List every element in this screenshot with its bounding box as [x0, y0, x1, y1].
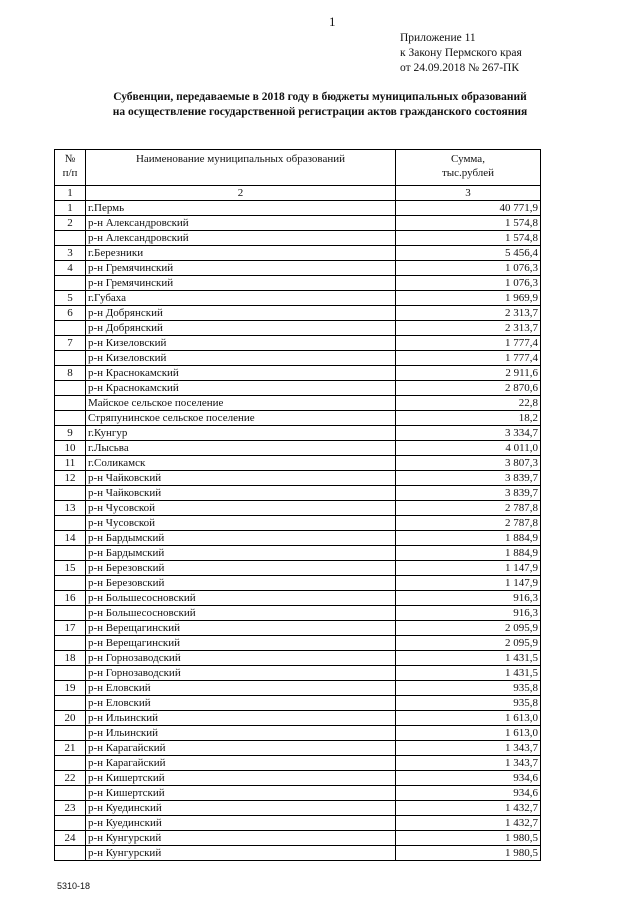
row-number	[55, 846, 86, 861]
row-name: р-н Кишертский	[86, 771, 396, 786]
table-row	[55, 771, 541, 786]
row-sum: 935,8	[396, 681, 541, 696]
table-row	[55, 381, 541, 396]
row-sum: 3 839,7	[396, 486, 541, 501]
table-row	[55, 786, 541, 801]
row-number: 6	[55, 306, 86, 321]
table-row	[55, 201, 541, 216]
header-num-line-2: п/п	[62, 167, 78, 179]
header-name: Наименование муниципальных образований	[86, 150, 396, 186]
row-name: Стряпунинское сельское поселение	[86, 411, 396, 426]
row-name: р-н Бардымский	[86, 531, 396, 546]
header-sum-line-2: тыс.рублей	[441, 167, 495, 179]
row-number	[55, 546, 86, 561]
table-row	[55, 636, 541, 651]
row-number: 10	[55, 441, 86, 456]
row-sum: 2 095,9	[396, 621, 541, 636]
row-name: р-н Александровский	[86, 216, 396, 231]
row-sum: 935,8	[396, 696, 541, 711]
table-row	[55, 321, 541, 336]
index-cell-2: 2	[86, 186, 396, 201]
table-row	[55, 651, 541, 666]
table-row	[55, 546, 541, 561]
table-row	[55, 366, 541, 381]
row-name: р-н Чайковский	[86, 471, 396, 486]
row-sum: 2 095,9	[396, 636, 541, 651]
row-name: р-н Карагайский	[86, 741, 396, 756]
table-row	[55, 291, 541, 306]
table-row	[55, 846, 541, 861]
row-sum: 1 574,8	[396, 216, 541, 231]
row-sum: 2 911,6	[396, 366, 541, 381]
table-row	[55, 591, 541, 606]
row-name: р-н Гремячинский	[86, 276, 396, 291]
row-name: р-н Карагайский	[86, 756, 396, 771]
row-name: г.Кунгур	[86, 426, 396, 441]
row-sum: 1 343,7	[396, 756, 541, 771]
row-name: р-н Кунгурский	[86, 846, 396, 861]
row-name: р-н Березовский	[86, 561, 396, 576]
row-number	[55, 516, 86, 531]
row-sum: 1 431,5	[396, 651, 541, 666]
table-row	[55, 741, 541, 756]
table-row	[55, 726, 541, 741]
row-name: р-н Добрянский	[86, 306, 396, 321]
row-sum: 3 839,7	[396, 471, 541, 486]
table-row	[55, 711, 541, 726]
row-number	[55, 576, 86, 591]
row-sum: 1 574,8	[396, 231, 541, 246]
row-name: р-н Чайковский	[86, 486, 396, 501]
row-number: 5	[55, 291, 86, 306]
row-number: 16	[55, 591, 86, 606]
table-index-row	[55, 186, 541, 201]
row-sum: 4 011,0	[396, 441, 541, 456]
row-name: р-н Кунгурский	[86, 831, 396, 846]
row-number: 18	[55, 651, 86, 666]
row-name: р-н Краснокамский	[86, 381, 396, 396]
table-row	[55, 816, 541, 831]
row-name: р-н Чусовской	[86, 516, 396, 531]
row-sum: 3 807,3	[396, 456, 541, 471]
row-number: 4	[55, 261, 86, 276]
appendix-block	[400, 31, 522, 76]
row-number	[55, 786, 86, 801]
table-row	[55, 606, 541, 621]
row-sum: 1 076,3	[396, 276, 541, 291]
row-name: р-н Верещагинский	[86, 621, 396, 636]
title-line-2: на осуществление государственной регистрации актов гражданского состояния	[112, 106, 528, 118]
row-number: 8	[55, 366, 86, 381]
table-row	[55, 456, 541, 471]
row-number: 23	[55, 801, 86, 816]
table-row	[55, 426, 541, 441]
row-name: р-н Добрянский	[86, 321, 396, 336]
row-name: р-н Кизеловский	[86, 351, 396, 366]
row-name: р-н Куединский	[86, 816, 396, 831]
row-sum: 1 884,9	[396, 531, 541, 546]
row-number: 12	[55, 471, 86, 486]
row-name: г.Пермь	[86, 201, 396, 216]
row-sum: 1 777,4	[396, 351, 541, 366]
appendix-line-3: от 24.09.2018 № 267-ПК	[400, 62, 520, 74]
table-row	[55, 486, 541, 501]
row-number	[55, 321, 86, 336]
appendix-line-1: Приложение 11	[400, 32, 476, 44]
row-sum: 1 431,5	[396, 666, 541, 681]
row-name: р-н Большесосновский	[86, 606, 396, 621]
row-number	[55, 696, 86, 711]
row-number: 9	[55, 426, 86, 441]
table-row	[55, 261, 541, 276]
table-row	[55, 516, 541, 531]
row-sum: 22,8	[396, 396, 541, 411]
index-cell-3: 3	[396, 186, 541, 201]
row-number: 14	[55, 531, 86, 546]
row-sum: 934,6	[396, 771, 541, 786]
row-name: р-н Верещагинский	[86, 636, 396, 651]
row-name: р-н Александровский	[86, 231, 396, 246]
row-name: р-н Горнозаводский	[86, 651, 396, 666]
index-cell-1: 1	[55, 186, 86, 201]
row-sum: 1 969,9	[396, 291, 541, 306]
table-row	[55, 351, 541, 366]
table-row	[55, 441, 541, 456]
row-number	[55, 756, 86, 771]
row-number	[55, 276, 86, 291]
row-name: р-н Чусовской	[86, 501, 396, 516]
row-number: 21	[55, 741, 86, 756]
table-row	[55, 576, 541, 591]
row-number: 11	[55, 456, 86, 471]
row-name: р-н Кишертский	[86, 786, 396, 801]
row-sum: 5 456,4	[396, 246, 541, 261]
table-body	[55, 201, 541, 861]
table-row	[55, 231, 541, 246]
row-name: р-н Ильинский	[86, 726, 396, 741]
row-number: 1	[55, 201, 86, 216]
row-sum: 1 432,7	[396, 816, 541, 831]
row-number: 2	[55, 216, 86, 231]
row-name: р-н Горнозаводский	[86, 666, 396, 681]
row-number: 13	[55, 501, 86, 516]
table-row	[55, 831, 541, 846]
row-sum: 40 771,9	[396, 201, 541, 216]
header-num-line-1: №	[64, 153, 76, 165]
row-name: р-н Большесосновский	[86, 591, 396, 606]
row-number: 7	[55, 336, 86, 351]
row-name: р-н Бардымский	[86, 546, 396, 561]
row-sum: 18,2	[396, 411, 541, 426]
document-title	[0, 90, 640, 120]
row-sum: 1 343,7	[396, 741, 541, 756]
row-number	[55, 351, 86, 366]
appendix-line-2: к Закону Пермского края	[400, 47, 522, 59]
row-number	[55, 411, 86, 426]
row-number	[55, 816, 86, 831]
row-sum: 1 613,0	[396, 726, 541, 741]
row-number	[55, 486, 86, 501]
row-sum: 1 980,5	[396, 831, 541, 846]
row-sum: 934,6	[396, 786, 541, 801]
header-num	[55, 150, 86, 186]
table-row	[55, 216, 541, 231]
row-sum: 1 613,0	[396, 711, 541, 726]
row-name: р-н Еловский	[86, 696, 396, 711]
row-sum: 1 980,5	[396, 846, 541, 861]
row-sum: 2 870,6	[396, 381, 541, 396]
table-row	[55, 336, 541, 351]
table-row	[55, 756, 541, 771]
row-sum: 2 787,8	[396, 501, 541, 516]
table-row	[55, 666, 541, 681]
subvention-table	[54, 149, 541, 861]
row-number	[55, 726, 86, 741]
table-row	[55, 561, 541, 576]
row-sum: 1 147,9	[396, 561, 541, 576]
table-row	[55, 501, 541, 516]
table-row	[55, 696, 541, 711]
row-sum: 3 334,7	[396, 426, 541, 441]
table-row	[55, 276, 541, 291]
row-sum: 916,3	[396, 591, 541, 606]
row-number: 3	[55, 246, 86, 261]
row-sum: 2 313,7	[396, 321, 541, 336]
row-number	[55, 396, 86, 411]
row-sum: 2 787,8	[396, 516, 541, 531]
title-line-1: Субвенции, передаваемые в 2018 году в бюджеты муниципальных образований	[113, 91, 527, 103]
row-sum: 916,3	[396, 606, 541, 621]
row-number: 19	[55, 681, 86, 696]
table-row	[55, 801, 541, 816]
table-row	[55, 246, 541, 261]
row-sum: 1 432,7	[396, 801, 541, 816]
table-row	[55, 471, 541, 486]
footer-code: 5310-18	[57, 881, 91, 891]
row-number: 17	[55, 621, 86, 636]
row-number: 15	[55, 561, 86, 576]
row-name: р-н Краснокамский	[86, 366, 396, 381]
page-number: 1	[329, 14, 336, 29]
row-number	[55, 606, 86, 621]
row-number: 24	[55, 831, 86, 846]
header-sum	[396, 150, 541, 186]
row-name: р-н Ильинский	[86, 711, 396, 726]
row-name: Майское сельское поселение	[86, 396, 396, 411]
row-name: р-н Еловский	[86, 681, 396, 696]
row-name: г.Соликамск	[86, 456, 396, 471]
row-sum: 1 777,4	[396, 336, 541, 351]
row-sum: 2 313,7	[396, 306, 541, 321]
row-name: р-н Гремячинский	[86, 261, 396, 276]
row-name: р-н Березовский	[86, 576, 396, 591]
row-sum: 1 884,9	[396, 546, 541, 561]
table-row	[55, 621, 541, 636]
row-number: 22	[55, 771, 86, 786]
header-sum-line-1: Сумма,	[451, 153, 485, 165]
table-row	[55, 396, 541, 411]
row-sum: 1 076,3	[396, 261, 541, 276]
row-name: г.Губаха	[86, 291, 396, 306]
row-name: р-н Куединский	[86, 801, 396, 816]
row-number: 20	[55, 711, 86, 726]
row-number	[55, 636, 86, 651]
table-row	[55, 681, 541, 696]
table-header-row	[55, 150, 541, 186]
table-row	[55, 306, 541, 321]
row-name: г.Лысьва	[86, 441, 396, 456]
table-row	[55, 411, 541, 426]
row-name: р-н Кизеловский	[86, 336, 396, 351]
row-number	[55, 231, 86, 246]
table-row	[55, 531, 541, 546]
row-name: г.Березники	[86, 246, 396, 261]
row-number	[55, 381, 86, 396]
row-sum: 1 147,9	[396, 576, 541, 591]
row-number	[55, 666, 86, 681]
